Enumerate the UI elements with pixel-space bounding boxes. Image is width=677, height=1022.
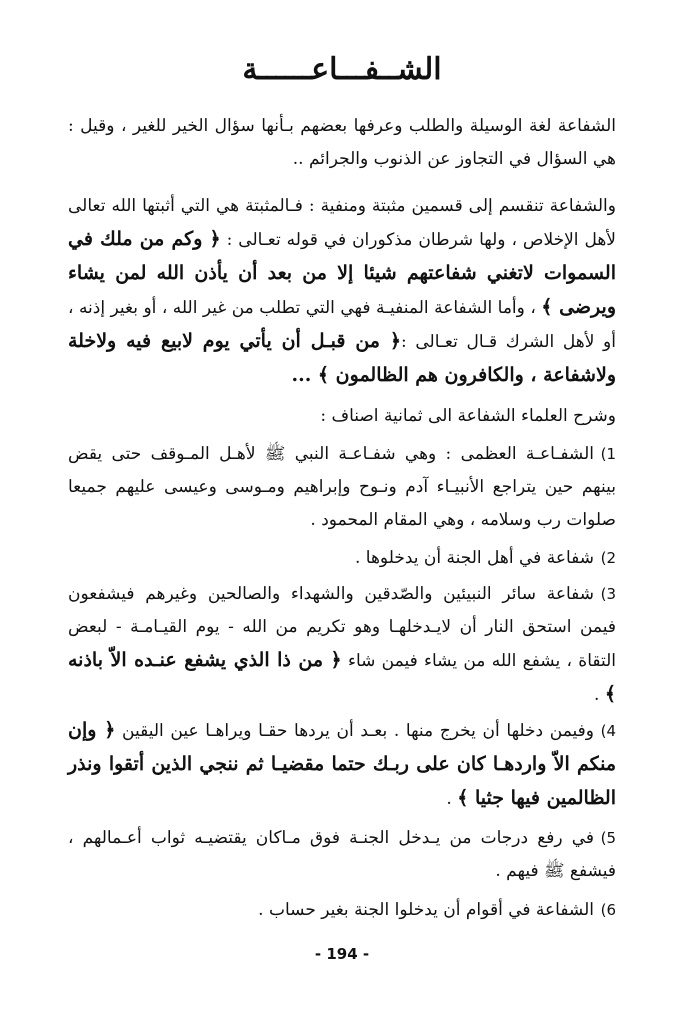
list-item bbox=[68, 894, 616, 927]
list-text: شفاعة في أهل الجنة أن يدخلوها . bbox=[354, 548, 594, 568]
list-number: 1) bbox=[600, 445, 616, 463]
list-number: 6) bbox=[600, 901, 616, 919]
paragraph-types bbox=[68, 190, 616, 393]
list-text-tail: . bbox=[594, 685, 605, 705]
quran-quote: ﴿ من ذا الذي يشفع عنـده الاّ باذنه ﴾ bbox=[68, 649, 616, 705]
paragraph-intro-list bbox=[68, 400, 616, 433]
paragraph-definition bbox=[68, 110, 616, 176]
page-number: - 194 - bbox=[314, 945, 370, 963]
list-text: الشفـاعـة العظمى : وهي شفـاعـة النبي ﷺ لأهـل المـوقف حتى يقض بينهم حين يتراجع الأنبيـاء آدم ونـوح وإبراهيم ومـوسى وعيسى عليهم جميعا صلوات رب وسلامه ، وهي المقام المحمود . bbox=[68, 444, 616, 530]
list-text: الشفاعة في أقوام أن يدخلوا الجنة بغير حساب . bbox=[258, 900, 594, 920]
list-item bbox=[68, 578, 616, 712]
paragraph-text: الشفاعة لغة الوسيلة والطلب وعرفها بعضهم بـأنها سؤال الخير للغير ، وقيل : هي السؤال في التجاوز عن الذنوب والجرائم .. bbox=[68, 116, 616, 169]
list-text: شفاعة سائر النبيئين والصّدقين والشهداء والصالحين وغيرهم فيشفعون فيمن استحق النار أن لايـدخلهـا وهو تكريم من الله - يوم القيـامـة - لبعض التقاة ، يشفع الله من يشاء فيمن شاء bbox=[68, 584, 617, 671]
list-number: 5) bbox=[600, 829, 616, 847]
quran-quote: ﴿ وإن منكم الاّ واردهـا كان على ربـك حتما مقضيـا ثم ننجي الذين أتقوا ونذر الظالمين فيها جثيا ﴾ bbox=[68, 719, 616, 809]
list-text: في رفع درجات من يـدخل الجنـة فوق مـاكان يقتضيـه ثواب أعـمالهم ، فيشفع ﷺ فيهم . bbox=[68, 828, 616, 881]
list-item bbox=[68, 822, 616, 888]
list-number: 2) bbox=[600, 549, 616, 567]
list-number: 3) bbox=[600, 585, 616, 603]
list-item bbox=[68, 542, 616, 575]
paragraph-text: والشفاعة تنقسم إلى قسمين مثبتة ومنفية : فـالمثبتة هي التي أثبتها الله تعالى لأهل الإخلاص ، ولها شرطان مذكوران في قوله تعـالى : bbox=[68, 196, 616, 250]
paragraph-text: وشرح العلماء الشفاعة الى ثمانية اصناف : bbox=[320, 406, 616, 426]
list-text: وفيمن دخلها أن يخرج منها . بعـد أن يردها حقـا ويراهـا عين اليقين bbox=[115, 721, 594, 741]
quran-quote: ﴿ وكم من ملك في السموات لاتغني شفاعتهم شيئا إلا من بعد أن يأذن الله لمن يشاء ويرضى ﴾ bbox=[68, 228, 616, 318]
paragraph-text: ، وأما الشفاعة المنفيـة فهي التي تطلب من غير الله ، أو بغير إذنه ، أو لأهل الشرك قـال تعـالى : bbox=[68, 298, 616, 352]
page-title: الشــفـــاعــــــة bbox=[242, 52, 442, 87]
quran-quote: ﴿ من قبـل أن يأتي يوم لابيع فيه ولاخلة ولاشفاعة ، والكافرون هم الظالمون ﴾ ... bbox=[68, 330, 616, 386]
list-number: 4) bbox=[600, 722, 616, 740]
list-text-tail: . bbox=[446, 789, 458, 809]
list-item bbox=[68, 714, 616, 816]
list-item bbox=[68, 438, 616, 537]
